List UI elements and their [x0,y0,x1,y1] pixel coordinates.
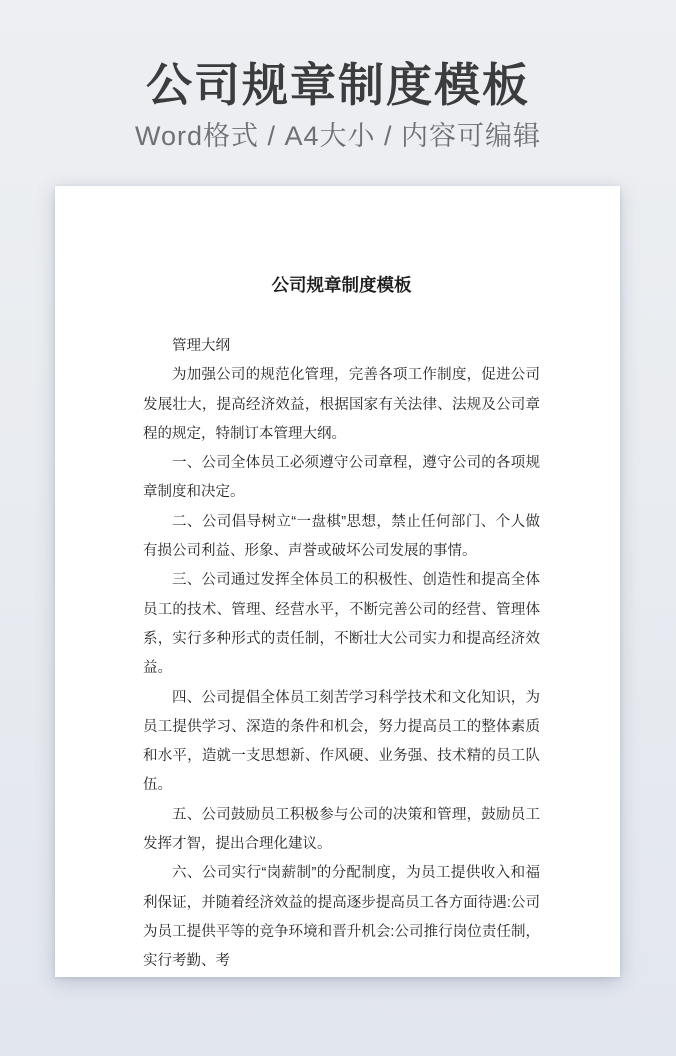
document-content [55,186,620,977]
document-paragraph: 五、公司鼓励员工积极参与公司的决策和管理，鼓励员工发挥才智，提出合理化建议。 [143,806,540,853]
document-paragraph: 三、公司通过发挥全体员工的积极性、创造性和提高全体员工的技术、管理、经营水平，不断完善公司的经营、管理体系，实行多种形式的责任制，不断壮大公司实力和提高经济效益。 [143,572,540,677]
banner-subtitle: Word格式 / A4大小 / 内容可编辑 [134,120,542,151]
document-heading: 管理大纲 [172,338,230,354]
document-title: 公司规章制度模板 [271,275,412,295]
banner [0,0,676,151]
document-paragraph: 一、公司全体员工必须遵守公司章程，遵守公司的各项规章制度和决定。 [143,455,540,501]
document-paragraph: 二、公司倡导树立“一盘棋”思想，禁止任何部门、个人做有损公司利益、形象、声誉或破坏公司发展的事情。 [143,513,540,560]
document-body [143,332,540,977]
document-paragraph: 六、公司实行“岗薪制”的分配制度，为员工提供收入和福利保证，并随着经济效益的提高逐步提高员工各方面待遇:公司为员工提供平等的竞争环境和晋升机会:公司推行岗位责任制，实行考勤、考 [143,865,540,970]
document-paragraph: 为加强公司的规范化管理，完善各项工作制度，促进公司发展壮大，提高经济效益，根据国家有关法律、法规及公司章程的规定，特制订本管理大纲。 [143,367,540,442]
document-page [55,186,620,977]
document-paragraph: 四、公司提倡全体员工刻苦学习科学技术和文化知识，为员工提供学习、深造的条件和机会，努力提高员工的整体素质和水平，造就一支思想新、作风硬、业务强、技术精的员工队伍。 [143,689,540,794]
banner-title: 公司规章制度模板 [146,59,530,111]
